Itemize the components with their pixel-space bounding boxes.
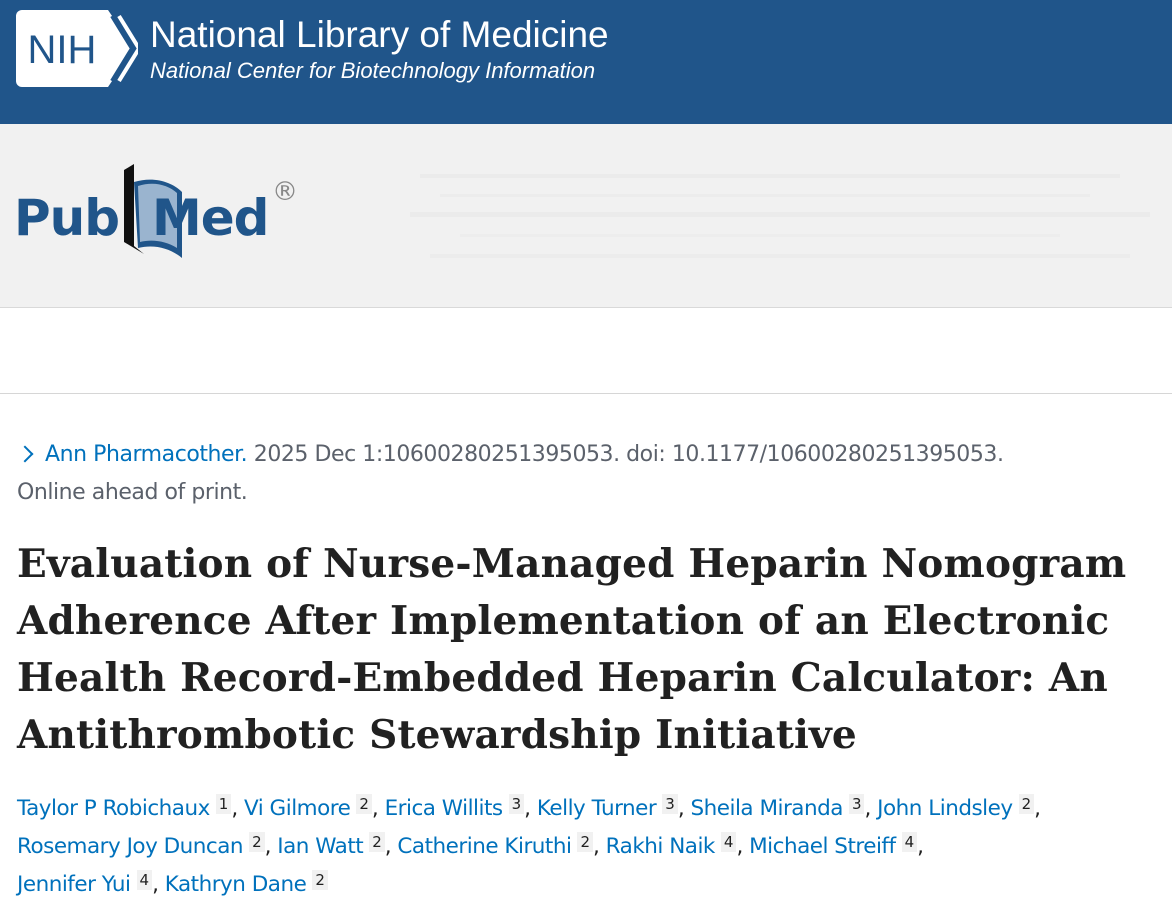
author-link[interactable]: Catherine Kiruthi — [397, 834, 572, 859]
article-title: Evaluation of Nurse-Managed Heparin Nomogram Adherence After Implementation of an Electronic Health Record-Embedded Heparin Calculator: An Antithrombotic Stewardship Initiative — [17, 541, 1127, 758]
search-area — [0, 308, 1172, 394]
svg-text:®: ® — [272, 177, 298, 207]
svg-text:Med: Med — [152, 189, 269, 247]
affiliation-badge[interactable]: 2 — [577, 832, 593, 852]
authors-list: Taylor P Robichaux 1 , Vi Gilmore 2 , Erica Willits 3 , Kelly Turner 3 , Sheila Miranda 3 , John Lindsley 2 , Rosemary Joy Duncan 2 , Ian Watt 2 , Catherine Kiruthi 2 , Rakhi Naik 4 , Michael Streiff 4 , Jennifer Yui 4 , Kathryn Dane 2 — [17, 795, 1041, 897]
affiliation-badge[interactable]: 3 — [509, 794, 525, 814]
author-link[interactable]: Rosemary Joy Duncan — [17, 834, 244, 859]
pubmed-logo-icon — [14, 162, 304, 262]
affiliation-badge[interactable]: 2 — [356, 794, 372, 814]
svg-text:Pub: Pub — [14, 189, 120, 247]
affiliation-badge[interactable]: 2 — [312, 870, 328, 890]
nih-header — [0, 0, 1172, 124]
author-link[interactable]: Kelly Turner — [536, 796, 657, 821]
citation-details: 2025 Dec 1:10600280251395053. doi: 10.1177/10600280251395053. — [247, 442, 1004, 467]
chevron-right-icon[interactable] — [17, 446, 34, 463]
author-link[interactable]: Rakhi Naik — [605, 834, 715, 859]
nih-title[interactable]: National Library of Medicine — [150, 14, 609, 55]
affiliation-badge[interactable]: 2 — [1019, 794, 1035, 814]
affiliation-badge[interactable]: 1 — [216, 794, 232, 814]
affiliation-badge[interactable]: 4 — [721, 832, 737, 852]
pubmed-banner — [0, 124, 1172, 308]
nih-logo-icon — [16, 10, 138, 87]
affiliation-badge[interactable]: 3 — [662, 794, 678, 814]
svg-text:NIH: NIH — [27, 28, 97, 72]
author-link[interactable]: Sheila Miranda — [690, 796, 843, 821]
author-link[interactable]: Jennifer Yui — [17, 872, 131, 897]
journal-link[interactable]: Ann Pharmacother. — [45, 442, 248, 467]
nih-subtitle: National Center for Biotechnology Information — [150, 58, 596, 83]
affiliation-badge[interactable]: 4 — [137, 870, 153, 890]
author-link[interactable]: Kathryn Dane — [164, 872, 307, 897]
affiliation-badge[interactable]: 2 — [249, 832, 265, 852]
affiliation-badge[interactable]: 3 — [849, 794, 865, 814]
author-link[interactable]: Erica Willits — [384, 796, 503, 821]
publication-status: Online ahead of print. — [17, 480, 248, 505]
banner-texture — [400, 154, 1172, 284]
affiliation-badge[interactable]: 4 — [902, 832, 918, 852]
affiliation-badge[interactable]: 2 — [369, 832, 385, 852]
author-link[interactable]: John Lindsley — [877, 796, 1013, 821]
author-link[interactable]: Vi Gilmore — [244, 796, 351, 821]
author-link[interactable]: Michael Streiff — [749, 834, 896, 859]
author-link[interactable]: Taylor P Robichaux — [17, 796, 210, 821]
article-citation — [17, 436, 1157, 512]
author-link[interactable]: Ian Watt — [277, 834, 364, 859]
